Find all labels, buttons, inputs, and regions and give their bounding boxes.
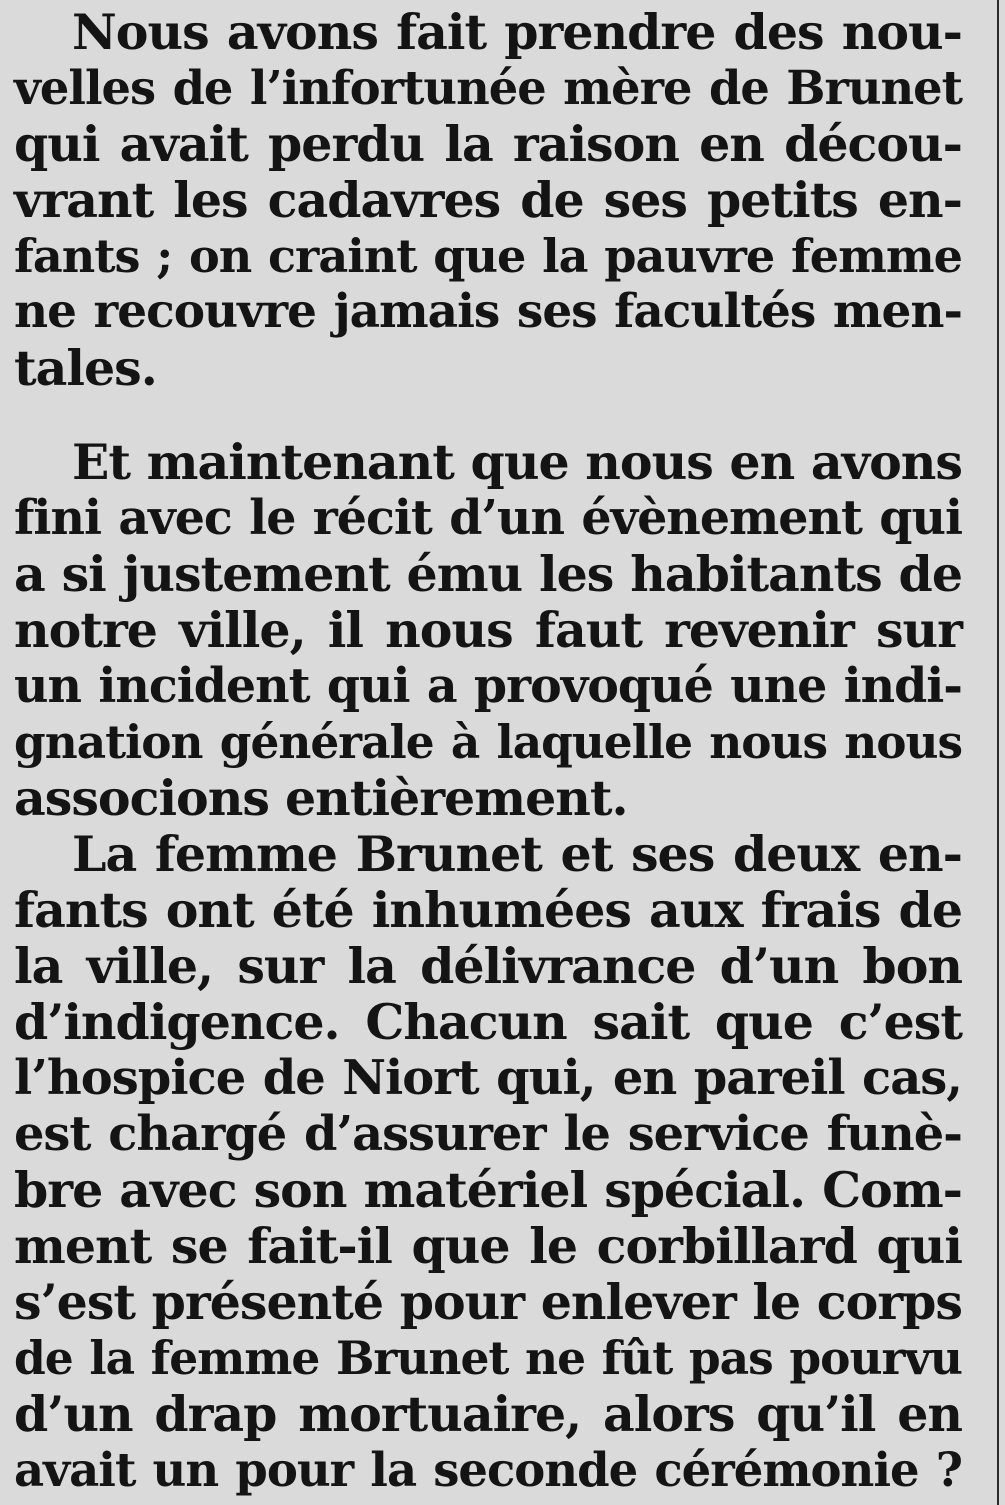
- text-line: fants ont été inhumées aux frais de: [14, 881, 962, 939]
- text-line: gnation générale à laquelle nous nous: [14, 715, 962, 769]
- paragraph-spacer: [14, 396, 962, 434]
- paragraph-1: [14, 4, 962, 396]
- text-line: ne recouvre jamais ses facultés men-: [14, 284, 962, 339]
- text-line: associons entièrement.: [14, 769, 628, 827]
- text-line: d’indigence. Chacun sait que c’est: [14, 993, 962, 1051]
- text-line: avait un pour la seconde cérémonie ?: [14, 1442, 962, 1497]
- text-line: ment se fait-il que le corbillard qui: [14, 1217, 962, 1275]
- paragraph-2: [14, 434, 962, 826]
- text-line: tales.: [14, 339, 157, 397]
- text-line: un incident qui a provoqué une indi-: [14, 658, 962, 714]
- column-rule: [997, 0, 999, 1505]
- article-column: [14, 4, 962, 1498]
- text-line: fants ; on craint que la pauvre femme: [14, 229, 962, 283]
- text-line: La femme Brunet et ses deux en-: [72, 825, 962, 883]
- text-line: fini avec le récit d’un évènement qui: [14, 490, 962, 546]
- text-line: la ville, sur la délivrance d’un bon: [14, 937, 962, 995]
- paragraph-3: [14, 826, 962, 1498]
- text-line: s’est présenté pour enlever le corps: [14, 1273, 962, 1331]
- text-line: Nous avons fait prendre des nou-: [72, 3, 962, 61]
- text-line: Et maintenant que nous en avons: [72, 433, 962, 491]
- text-line: notre ville, il nous faut revenir sur: [14, 601, 962, 659]
- text-line: a si justement ému les habitants de: [14, 545, 962, 603]
- text-line: de la femme Brunet ne fût pas pourvu: [14, 1331, 962, 1385]
- text-line: bre avec son matériel spécial. Com-: [14, 1161, 962, 1219]
- text-line: velles de l’infortunée mère de Brunet: [14, 61, 962, 115]
- text-line: l’hospice de Niort qui, en pareil cas,: [14, 1050, 962, 1106]
- text-line: est chargé d’assurer le service funè-: [14, 1106, 962, 1162]
- text-line: d’un drap mortuaire, alors qu’il en: [14, 1385, 962, 1443]
- text-line: qui avait perdu la raison en décou-: [14, 115, 962, 173]
- text-line: vrant les cadavres de ses petits en-: [14, 171, 962, 229]
